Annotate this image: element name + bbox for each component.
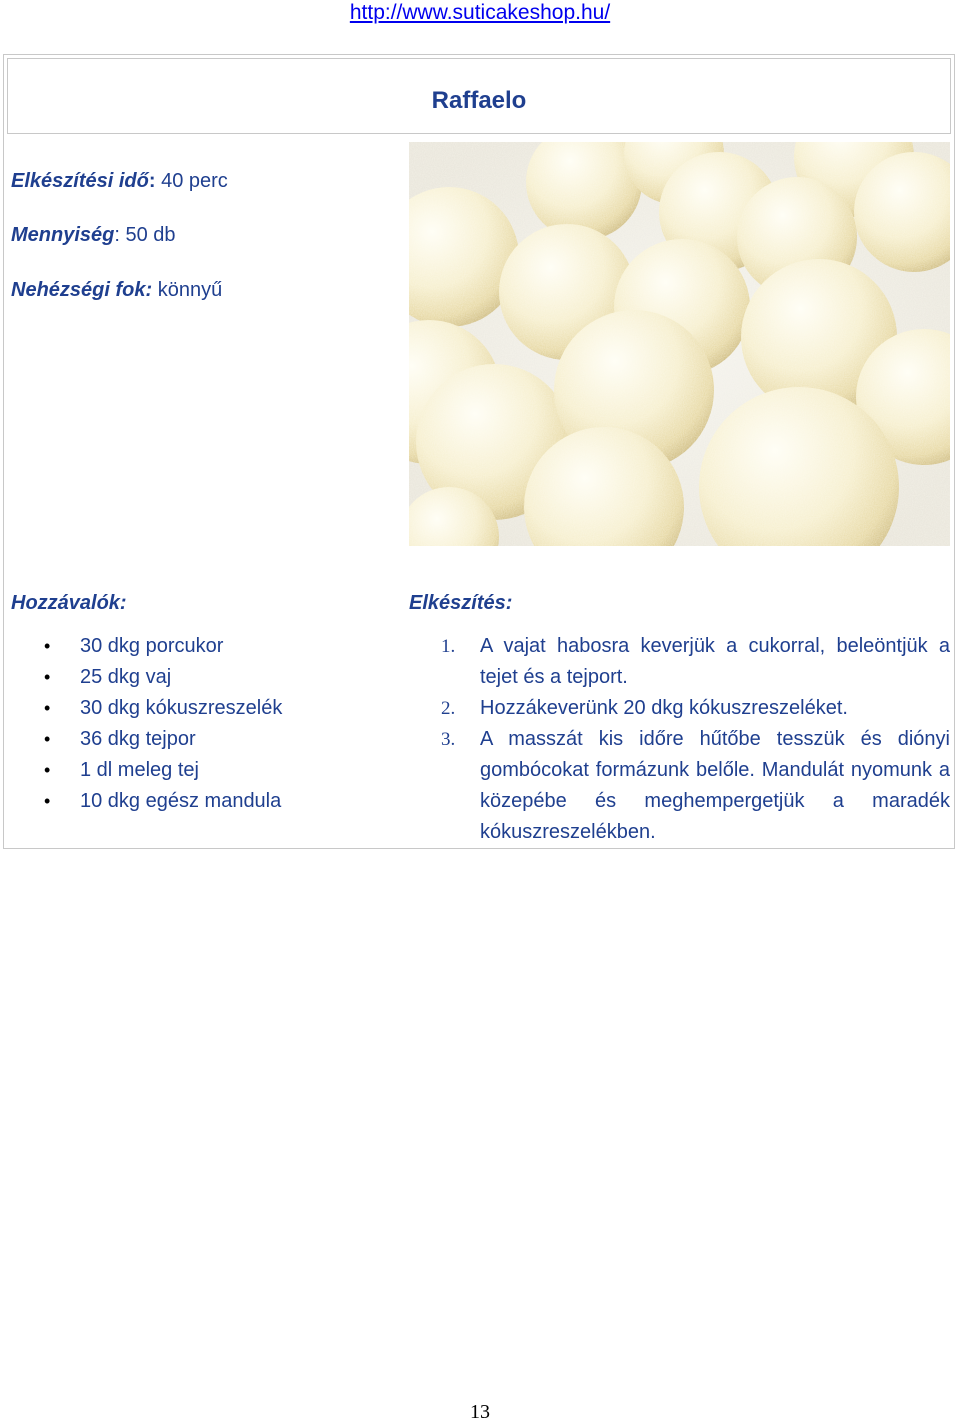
step-number: 1. xyxy=(441,636,456,657)
prep-time-value: 40 perc xyxy=(155,170,228,192)
bullet-icon: • xyxy=(44,698,51,718)
list-item xyxy=(440,631,950,693)
coconut-balls-image xyxy=(409,142,950,546)
bullet-icon: • xyxy=(44,760,51,780)
step-number: 2. xyxy=(441,698,456,719)
raffaelo-photo xyxy=(409,142,950,546)
list-item xyxy=(440,724,950,848)
quantity-value: 50 db xyxy=(119,224,176,246)
list-item xyxy=(440,693,950,724)
steps-heading: Elkészítés: xyxy=(409,592,513,614)
bullet-icon: • xyxy=(44,636,51,656)
ingredient-text: 10 dkg egész mandula xyxy=(80,790,282,812)
ingredient-text: 30 dkg porcukor xyxy=(80,635,224,657)
bullet-icon: • xyxy=(44,729,51,749)
quantity-label: Mennyiség xyxy=(11,224,115,246)
ingredient-text: 1 dl meleg tej xyxy=(80,759,199,781)
bullet-icon: • xyxy=(44,667,51,687)
step-text: A vajat habosra keverjük a cukorral, beleöntjük a tejet és a tejport. xyxy=(480,635,950,688)
steps-list xyxy=(440,631,950,848)
recipe-title: Raffaelo xyxy=(431,87,527,114)
quantity-line: Mennyiség: 50 db xyxy=(11,224,176,246)
list-item xyxy=(44,724,282,755)
list-item xyxy=(44,631,282,662)
bullet-icon: • xyxy=(44,791,51,811)
ingredient-text: 30 dkg kókuszreszelék xyxy=(80,697,283,719)
list-item xyxy=(44,693,282,724)
difficulty-value: könnyű xyxy=(152,279,223,301)
step-text: A masszát kis időre hűtőbe tesszük és diónyi gombócokat formázunk belőle. Mandulát nyomunk a közepébe és meghempergetjük a maradék kókuszreszelékben. xyxy=(480,728,950,843)
list-item xyxy=(44,662,282,693)
page-number: 13 xyxy=(470,1401,490,1423)
prep-time-label: Elkészítési idő xyxy=(11,170,149,192)
list-item xyxy=(44,786,282,817)
ingredient-text: 36 dkg tejpor xyxy=(80,728,196,750)
ingredients-list xyxy=(44,631,282,817)
step-number: 3. xyxy=(441,729,456,750)
prep-time-line: Elkészítési idő: 40 perc xyxy=(11,170,228,192)
step-text: Hozzákeverünk 20 dkg kókuszreszeléket. xyxy=(480,697,848,719)
site-url-link[interactable]: http://www.suticakeshop.hu/ xyxy=(349,1,611,24)
list-item xyxy=(44,755,282,786)
difficulty-line xyxy=(11,279,222,302)
title-box xyxy=(7,58,951,134)
ingredient-text: 25 dkg vaj xyxy=(80,666,172,688)
difficulty-label: Nehézségi fok: xyxy=(11,279,153,301)
ingredients-heading: Hozzávalók: xyxy=(11,592,127,614)
